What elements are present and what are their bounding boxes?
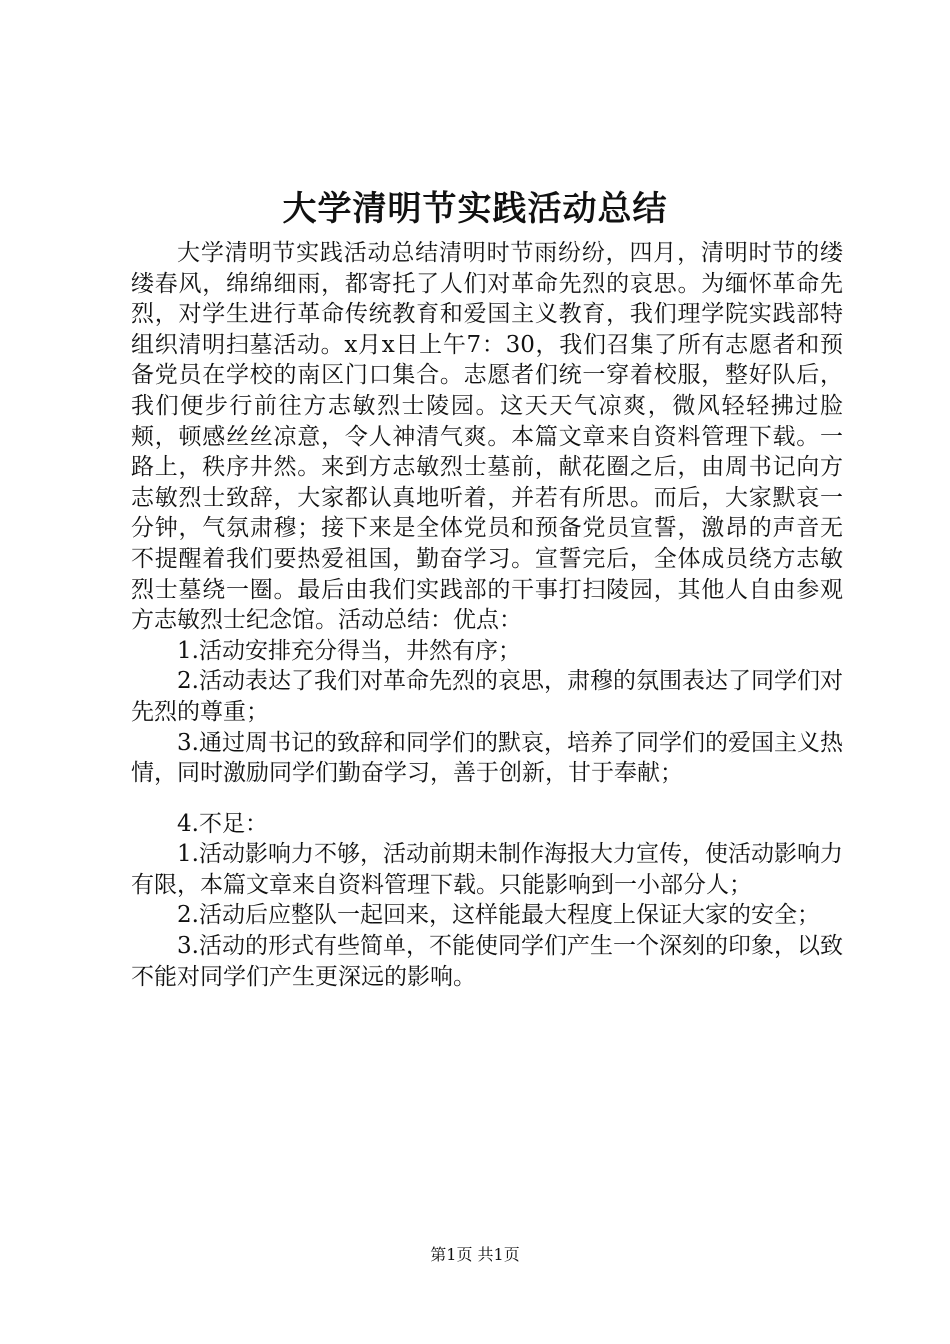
document-title: 大学清明节实践活动总结 <box>282 189 668 229</box>
paragraph-shortcoming-3: 3.活动的形式有些简单，不能使同学们产生一个深刻的印象，以致不能对同学们产生更深远的影响。 <box>131 933 843 990</box>
paragraph-shortcoming-1: 1.活动影响力不够，活动前期未制作海报大力宣传，使活动影响力有限，本篇文章来自资料管理下载。只能影响到一小部分人； <box>131 841 843 898</box>
document-body <box>131 238 843 992</box>
paragraph-advantage-1: 1.活动安排充分得当，井然有序； <box>177 637 521 664</box>
paragraph-shortcomings-heading: 4.不足： <box>177 810 268 837</box>
page-number-footer: 第1页 共1页 <box>430 1245 520 1264</box>
paragraph-advantage-2: 2.活动表达了我们对革命先烈的哀思，肃穆的氛围表达了同学们对先烈的尊重； <box>131 668 843 725</box>
paragraph-shortcoming-2: 2.活动后应整队一起回来，这样能最大程度上保证大家的安全； <box>177 902 820 929</box>
paragraph-advantage-3: 3.通过周书记的致辞和同学们的默哀，培养了同学们的爱国主义热情，同时激励同学们勤奋学习，善于创新，甘于奉献； <box>131 729 843 787</box>
paragraph-intro: 大学清明节实践活动总结清明时节雨纷纷，四月，清明时节的缕缕春风，绵绵细雨，都寄托了人们对革命先烈的哀思。为缅怀革命先烈，对学生进行革命传统教育和爱国主义教育，我们理学院实践部特组织清明扫墓活动。x月x日上午7：30，我们召集了所有志愿者和预备党员在学校的南区门口集合。志愿者们统一穿着校服，整好队后，我们便步行前往方志敏烈士陵园。这天天气凉爽，微风轻轻拂过脸颊，顿感丝丝凉意，令人神清气爽。本篇文章来自资料管理下载。一路上，秩序井然。来到方志敏烈士墓前，献花圈之后，由周书记向方志敏烈士致辞，大家都认真地听着，并若有所思。而后，大家默哀一分钟，气氛肃穆；接下来是全体党员和预备党员宣誓，激昂的声音无不提醒着我们要热爱祖国，勤奋学习。宣誓完后，全体成员绕方志敏烈士墓绕一圈。最后由我们实践部的干事打扫陵园，其他人自由参观方志敏烈士纪念馆。活动总结：优点： <box>131 240 843 634</box>
